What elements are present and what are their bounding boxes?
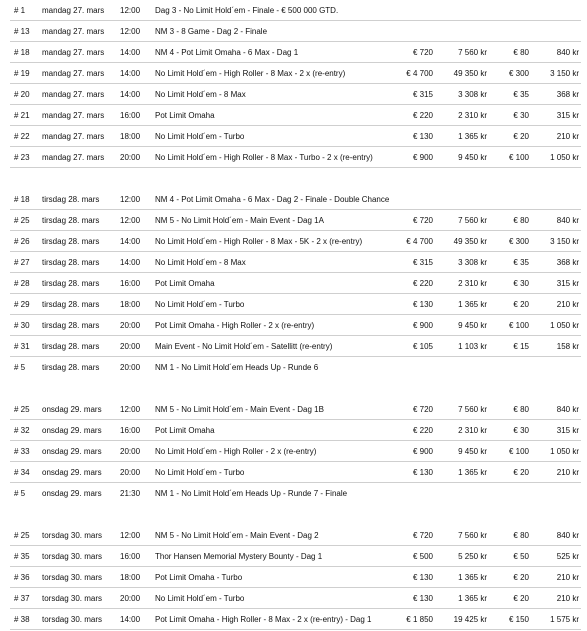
event-time: 12:00 [120, 405, 141, 414]
event-number: # 18 [14, 48, 30, 57]
event-number: # 31 [14, 342, 30, 351]
event-name: Pot Limit Omaha [155, 426, 215, 435]
table-row [10, 21, 581, 42]
event-name: NM 4 - Pot Limit Omaha - 6 Max - Dag 1 [155, 48, 299, 57]
event-date: tirsdag 28. mars [42, 195, 100, 204]
event-name: NM 5 - No Limit Hold´em - Main Event - Dag 2 [155, 531, 319, 540]
prize-amount: 49 350 kr [453, 237, 487, 246]
table-row [10, 0, 581, 21]
table-row [10, 42, 581, 63]
prize-amount: 1 365 kr [458, 300, 487, 309]
buyin-amount: € 4 700 [406, 237, 433, 246]
event-time: 14:00 [120, 90, 141, 99]
event-date: onsdag 29. mars [42, 447, 102, 456]
prize-amount: 3 308 kr [458, 90, 487, 99]
event-date: tirsdag 28. mars [42, 342, 100, 351]
buyin-amount: € 220 [412, 111, 433, 120]
fee-nok-amount: 158 kr [556, 342, 579, 351]
event-name: No Limit Hold´em - Turbo [155, 132, 245, 141]
prize-amount: 1 365 kr [458, 132, 487, 141]
event-date: tirsdag 28. mars [42, 300, 100, 309]
fee-nok-amount: 210 kr [556, 132, 579, 141]
event-number: # 26 [14, 237, 30, 246]
event-date: onsdag 29. mars [42, 468, 102, 477]
fee-nok-amount: 1 050 kr [550, 321, 579, 330]
event-date: tirsdag 28. mars [42, 258, 100, 267]
event-date: mandag 27. mars [42, 132, 105, 141]
event-time: 20:00 [120, 468, 141, 477]
prize-amount: 7 560 kr [458, 531, 487, 540]
prize-amount: 1 365 kr [458, 573, 487, 582]
buyin-amount: € 105 [412, 342, 433, 351]
fee-amount: € 80 [513, 405, 529, 414]
buyin-amount: € 220 [412, 279, 433, 288]
buyin-amount: € 130 [412, 132, 433, 141]
fee-nok-amount: 840 kr [556, 216, 579, 225]
event-date: mandag 27. mars [42, 90, 105, 99]
event-number: # 34 [14, 468, 30, 477]
fee-nok-amount: 315 kr [556, 279, 579, 288]
fee-amount: € 35 [513, 90, 529, 99]
event-time: 14:00 [120, 258, 141, 267]
fee-amount: € 20 [513, 468, 529, 477]
prize-amount: 2 310 kr [458, 111, 487, 120]
event-date: torsdag 30. mars [42, 573, 103, 582]
event-number: # 22 [14, 132, 30, 141]
event-time: 20:00 [120, 447, 141, 456]
buyin-amount: € 130 [412, 594, 433, 603]
table-row [10, 462, 581, 483]
event-time: 18:00 [120, 300, 141, 309]
event-name: No Limit Hold´em - Turbo [155, 594, 245, 603]
event-name: Thor Hansen Memorial Mystery Bounty - Dag 1 [155, 552, 323, 561]
prize-amount: 9 450 kr [458, 153, 487, 162]
event-number: # 35 [14, 552, 30, 561]
table-row [10, 126, 581, 147]
buyin-amount: € 900 [412, 321, 433, 330]
event-time: 12:00 [120, 27, 141, 36]
fee-nok-amount: 3 150 kr [550, 69, 579, 78]
event-time: 16:00 [120, 279, 141, 288]
buyin-amount: € 720 [412, 531, 433, 540]
event-time: 16:00 [120, 111, 141, 120]
event-number: # 25 [14, 405, 30, 414]
event-time: 20:00 [120, 342, 141, 351]
event-date: mandag 27. mars [42, 69, 105, 78]
event-date: onsdag 29. mars [42, 405, 102, 414]
fee-amount: € 150 [508, 615, 529, 624]
buyin-amount: € 220 [412, 426, 433, 435]
event-date: tirsdag 28. mars [42, 321, 100, 330]
event-name: Pot Limit Omaha - High Roller - 2 x (re-entry) [155, 321, 315, 330]
table-row [10, 231, 581, 252]
event-number: # 18 [14, 195, 30, 204]
fee-amount: € 20 [513, 300, 529, 309]
event-number: # 33 [14, 447, 30, 456]
table-row [10, 210, 581, 231]
fee-nok-amount: 1 050 kr [550, 447, 579, 456]
event-name: NM 5 - No Limit Hold´em - Main Event - Dag 1A [155, 216, 324, 225]
event-number: # 23 [14, 153, 30, 162]
prize-amount: 7 560 kr [458, 405, 487, 414]
table-row [10, 252, 581, 273]
event-date: onsdag 29. mars [42, 426, 102, 435]
prize-amount: 2 310 kr [458, 279, 487, 288]
event-name: No Limit Hold´em - 8 Max [155, 258, 246, 267]
table-row [10, 357, 581, 377]
fee-nok-amount: 840 kr [556, 531, 579, 540]
event-time: 12:00 [120, 6, 141, 15]
buyin-amount: € 720 [412, 405, 433, 414]
fee-nok-amount: 840 kr [556, 48, 579, 57]
table-row [10, 315, 581, 336]
prize-amount: 19 425 kr [453, 615, 487, 624]
event-name: NM 3 - 8 Game - Dag 2 - Finale [155, 27, 268, 36]
event-number: # 36 [14, 573, 30, 582]
prize-amount: 7 560 kr [458, 48, 487, 57]
event-number: # 27 [14, 258, 30, 267]
fee-amount: € 80 [513, 216, 529, 225]
event-date: torsdag 30. mars [42, 594, 103, 603]
fee-nok-amount: 525 kr [556, 552, 579, 561]
event-number: # 25 [14, 531, 30, 540]
event-time: 18:00 [120, 573, 141, 582]
prize-amount: 7 560 kr [458, 216, 487, 225]
event-time: 12:00 [120, 216, 141, 225]
table-row [10, 567, 581, 588]
fee-nok-amount: 840 kr [556, 405, 579, 414]
event-time: 12:00 [120, 195, 141, 204]
event-name: Main Event - No Limit Hold´em - Satellitt (re-entry) [155, 342, 333, 351]
prize-amount: 3 308 kr [458, 258, 487, 267]
event-date: torsdag 30. mars [42, 531, 103, 540]
buyin-amount: € 900 [412, 153, 433, 162]
event-name: Dag 3 - No Limit Hold´em - Finale - € 500 000 GTD. [155, 6, 339, 15]
prize-amount: 9 450 kr [458, 321, 487, 330]
prize-amount: 1 365 kr [458, 594, 487, 603]
fee-nok-amount: 210 kr [556, 573, 579, 582]
prize-amount: 5 250 kr [458, 552, 487, 561]
buyin-amount: € 315 [412, 90, 433, 99]
event-number: # 21 [14, 111, 30, 120]
table-row [10, 336, 581, 357]
event-name: No Limit Hold´em - Turbo [155, 300, 245, 309]
event-name: Pot Limit Omaha [155, 279, 215, 288]
event-date: torsdag 30. mars [42, 552, 103, 561]
table-row [10, 588, 581, 609]
event-date: mandag 27. mars [42, 6, 105, 15]
buyin-amount: € 500 [412, 552, 433, 561]
event-name: No Limit Hold´em - High Roller - 8 Max - Turbo - 2 x (re-entry) [155, 153, 373, 162]
fee-amount: € 35 [513, 258, 529, 267]
table-row [10, 420, 581, 441]
table-row [10, 294, 581, 315]
event-name: No Limit Hold´em - 8 Max [155, 90, 246, 99]
table-row [10, 483, 581, 503]
prize-amount: 2 310 kr [458, 426, 487, 435]
fee-amount: € 20 [513, 573, 529, 582]
event-date: tirsdag 28. mars [42, 216, 100, 225]
event-date: mandag 27. mars [42, 48, 105, 57]
fee-nok-amount: 368 kr [556, 90, 579, 99]
fee-nok-amount: 3 150 kr [550, 237, 579, 246]
table-row [10, 147, 581, 168]
table-row [10, 273, 581, 294]
event-time: 12:00 [120, 531, 141, 540]
table-row [10, 105, 581, 126]
fee-amount: € 15 [513, 342, 529, 351]
event-name: No Limit Hold´em - High Roller - 2 x (re-entry) [155, 447, 317, 456]
buyin-amount: € 130 [412, 300, 433, 309]
fee-nok-amount: 210 kr [556, 300, 579, 309]
table-row [10, 399, 581, 420]
event-name: NM 5 - No Limit Hold´em - Main Event - Dag 1B [155, 405, 324, 414]
event-time: 20:00 [120, 153, 141, 162]
event-time: 20:00 [120, 363, 141, 372]
event-name: Pot Limit Omaha [155, 111, 215, 120]
event-time: 18:00 [120, 132, 141, 141]
event-number: # 29 [14, 300, 30, 309]
event-name: No Limit Hold´em - High Roller - 8 Max - 5K - 2 x (re-entry) [155, 237, 363, 246]
buyin-amount: € 130 [412, 573, 433, 582]
buyin-amount: € 315 [412, 258, 433, 267]
event-number: # 20 [14, 90, 30, 99]
buyin-amount: € 130 [412, 468, 433, 477]
event-time: 14:00 [120, 69, 141, 78]
table-row [10, 84, 581, 105]
event-time: 21:30 [120, 489, 141, 498]
event-time: 20:00 [120, 594, 141, 603]
event-time: 14:00 [120, 615, 141, 624]
table-row [10, 441, 581, 462]
fee-nok-amount: 1 050 kr [550, 153, 579, 162]
event-name: NM 1 - No Limit Hold´em Heads Up - Runde 7 - Finale [155, 489, 348, 498]
buyin-amount: € 720 [412, 48, 433, 57]
event-time: 14:00 [120, 237, 141, 246]
fee-amount: € 50 [513, 552, 529, 561]
event-name: NM 4 - Pot Limit Omaha - 6 Max - Dag 2 - Finale - Double Chance [155, 195, 390, 204]
event-number: # 30 [14, 321, 30, 330]
fee-amount: € 20 [513, 594, 529, 603]
event-name: No Limit Hold´em - Turbo [155, 468, 245, 477]
event-time: 20:00 [120, 321, 141, 330]
event-time: 16:00 [120, 426, 141, 435]
table-row [10, 546, 581, 567]
fee-nok-amount: 368 kr [556, 258, 579, 267]
event-date: torsdag 30. mars [42, 615, 103, 624]
buyin-amount: € 720 [412, 216, 433, 225]
buyin-amount: € 1 850 [406, 615, 433, 624]
event-name: Pot Limit Omaha - Turbo [155, 573, 243, 582]
event-name: No Limit Hold´em - High Roller - 8 Max - 2 x (re-entry) [155, 69, 346, 78]
event-date: tirsdag 28. mars [42, 279, 100, 288]
fee-amount: € 20 [513, 132, 529, 141]
prize-amount: 1 365 kr [458, 468, 487, 477]
event-name: NM 1 - No Limit Hold´em Heads Up - Runde 6 [155, 363, 319, 372]
fee-nok-amount: 210 kr [556, 594, 579, 603]
buyin-amount: € 900 [412, 447, 433, 456]
table-row [10, 189, 581, 210]
event-date: onsdag 29. mars [42, 489, 102, 498]
event-date: tirsdag 28. mars [42, 363, 100, 372]
event-number: # 32 [14, 426, 30, 435]
table-row [10, 525, 581, 546]
fee-nok-amount: 1 575 kr [550, 615, 579, 624]
table-row [10, 63, 581, 84]
prize-amount: 9 450 kr [458, 447, 487, 456]
buyin-amount: € 4 700 [406, 69, 433, 78]
event-date: mandag 27. mars [42, 27, 105, 36]
fee-amount: € 100 [508, 321, 529, 330]
event-number: # 19 [14, 69, 30, 78]
fee-amount: € 300 [508, 237, 529, 246]
fee-amount: € 100 [508, 153, 529, 162]
fee-nok-amount: 315 kr [556, 111, 579, 120]
event-time: 16:00 [120, 552, 141, 561]
fee-amount: € 100 [508, 447, 529, 456]
prize-amount: 49 350 kr [453, 69, 487, 78]
event-date: tirsdag 28. mars [42, 237, 100, 246]
event-number: # 13 [14, 27, 30, 36]
fee-amount: € 30 [513, 279, 529, 288]
fee-amount: € 80 [513, 531, 529, 540]
event-name: Pot Limit Omaha - High Roller - 8 Max - 2 x (re-entry) - Dag 1 [155, 615, 372, 624]
fee-amount: € 30 [513, 111, 529, 120]
fee-nok-amount: 210 kr [556, 468, 579, 477]
event-number: # 28 [14, 279, 30, 288]
event-number: # 37 [14, 594, 30, 603]
event-date: mandag 27. mars [42, 111, 105, 120]
fee-amount: € 30 [513, 426, 529, 435]
event-number: # 38 [14, 615, 30, 624]
fee-nok-amount: 315 kr [556, 426, 579, 435]
event-number: # 5 [14, 489, 26, 498]
prize-amount: 1 103 kr [458, 342, 487, 351]
event-number: # 25 [14, 216, 30, 225]
event-number: # 1 [14, 6, 26, 15]
event-time: 14:00 [120, 48, 141, 57]
event-date: mandag 27. mars [42, 153, 105, 162]
fee-amount: € 80 [513, 48, 529, 57]
table-row [10, 609, 581, 630]
event-number: # 5 [14, 363, 26, 372]
fee-amount: € 300 [508, 69, 529, 78]
